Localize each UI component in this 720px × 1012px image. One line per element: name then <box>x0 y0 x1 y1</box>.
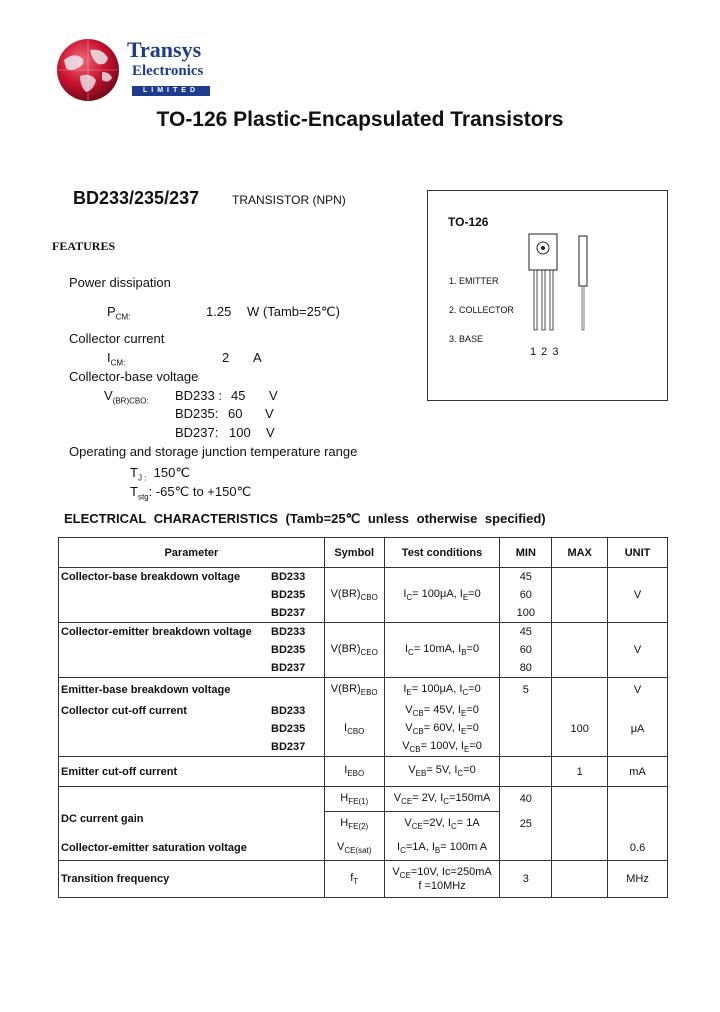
vcbo-value-1: 45 <box>231 388 246 403</box>
vcbo-part-2: BD235: <box>175 406 219 421</box>
header-conditions: Test conditions <box>384 538 500 568</box>
to126-package-icon <box>525 232 595 332</box>
table-row: Transition frequency $f_T$ $V_{CE}=10V$, Ic=250mA f =10MHz 3 MHz <box>59 861 668 898</box>
table-row: Collector-emitter breakdown voltage BD233 $V(BR)_{CEO}$ $I_C= 10mA$, $I_B=0$ 45 V <box>59 623 668 642</box>
table-row: $H_{FE(2)}$ $V_{CE}=2V$, $I_C= 1A$ 25 <box>59 812 668 837</box>
pcm-symbol: $P_{CM:}$ <box>107 304 131 322</box>
power-label: Power dissipation <box>69 275 171 290</box>
header-unit: UNIT <box>608 538 668 568</box>
cbv-conditions: $I_C= 100\mu A$, $I_E=0$ <box>384 568 500 623</box>
cbv-symbol: $V(BR)_{CBO}$ <box>324 568 384 623</box>
vcbo-unit-3: V <box>266 425 275 440</box>
table-row: BD235 60 <box>59 586 668 604</box>
pin-3-label: 3. BASE <box>449 334 484 344</box>
table-header-row <box>59 538 668 568</box>
table-row: Emitter-base breakdown voltage $V(BR)_{EBO}$ $I_E= 100\mu A$, $I_C=0$ 5 V <box>59 678 668 703</box>
features-heading: FEATURES <box>52 239 116 253</box>
pcm-value: 1.25 <box>206 304 232 319</box>
table-row: Collector cut-off current BD233 $I_{CBO}$ $V_{CB}= 45V$, $I_E=0$ 100 μA <box>59 702 668 720</box>
pin-2-label: 2. COLLECTOR <box>449 305 514 315</box>
table-row: Emitter cut-off current $I_{EBO}$ $V_{EB}= 5V$, $I_C=0$ 1 mA <box>59 757 668 787</box>
document-title: TO-126 Plastic-Encapsulated Transistors <box>156 108 564 131</box>
table-row: BD235 60 <box>59 641 668 659</box>
vcbo-value-3: 100 <box>229 425 251 440</box>
table-row: BD237 80 <box>59 659 668 678</box>
brand-name: Transys <box>127 37 202 62</box>
tstg-row: $T_{stg}$: -65℃ to +150℃ <box>130 484 252 502</box>
globe-logo-icon <box>56 38 120 102</box>
icm-value: 2 <box>222 350 230 365</box>
electrical-characteristics-table <box>58 537 668 898</box>
table-row: BD237 100 <box>59 604 668 623</box>
header-symbol: Symbol <box>324 538 384 568</box>
vcbo-label: Collector-base voltage <box>69 369 199 384</box>
header-parameter: Parameter <box>59 538 325 568</box>
electrical-characteristics-title: ELECTRICAL CHARACTERISTICS (Tamb=25℃ unless otherwise specified) <box>64 511 546 526</box>
vcbo-value-2: 60 <box>228 406 243 421</box>
table-row: DC current gain $H_{FE(1)}$ $V_{CE}= 2V$, $I_C=150mA$ 40 <box>59 787 668 812</box>
table-row: Collector-emitter saturation voltage $V_{CE(sat)}$ $I_C=1A$, $I_B= 100m$ A 0.6 <box>59 836 668 861</box>
header-min: MIN <box>500 538 552 568</box>
brand-subtitle: Electronics <box>132 63 204 79</box>
pin-1-label: 1. EMITTER <box>449 276 499 286</box>
pcm-unit: W (Tamb=25℃) <box>247 304 340 319</box>
icm-symbol: $I_{CM:}$ <box>107 350 126 368</box>
vcbo-unit-1: V <box>269 388 278 403</box>
pin-numbers: 1 2 3 <box>530 346 560 358</box>
brand-limited: LIMITED <box>132 86 210 96</box>
vcbo-part-1: BD233 : <box>175 388 222 403</box>
package-name: TO-126 <box>448 215 489 229</box>
vcbo-symbol: $V_{(BR)CBO:}$ <box>104 388 149 406</box>
part-number: BD233/235/237 <box>73 188 200 208</box>
icm-unit: A <box>253 350 262 365</box>
table-row: Collector-base breakdown voltage BD233 $V(BR)_{CBO}$ $I_C= 100\mu A$, $I_E=0$ 45 V <box>59 568 668 587</box>
vcbo-part-3: BD237: <box>175 425 219 440</box>
header-max: MAX <box>552 538 608 568</box>
vcbo-unit-2: V <box>265 406 274 421</box>
temp-label: Operating and storage junction temperature range <box>69 444 358 459</box>
current-label: Collector current <box>69 331 165 346</box>
tj-row: $T_{J :}$ 150℃ <box>130 465 190 483</box>
table-row: BD237 $V_{CB}= 100V$, $I_E=0$ <box>59 738 668 757</box>
table-row: BD235 $V_{CB}= 60V$, $I_E=0$ <box>59 720 668 738</box>
part-type: TRANSISTOR (NPN) <box>232 193 346 207</box>
